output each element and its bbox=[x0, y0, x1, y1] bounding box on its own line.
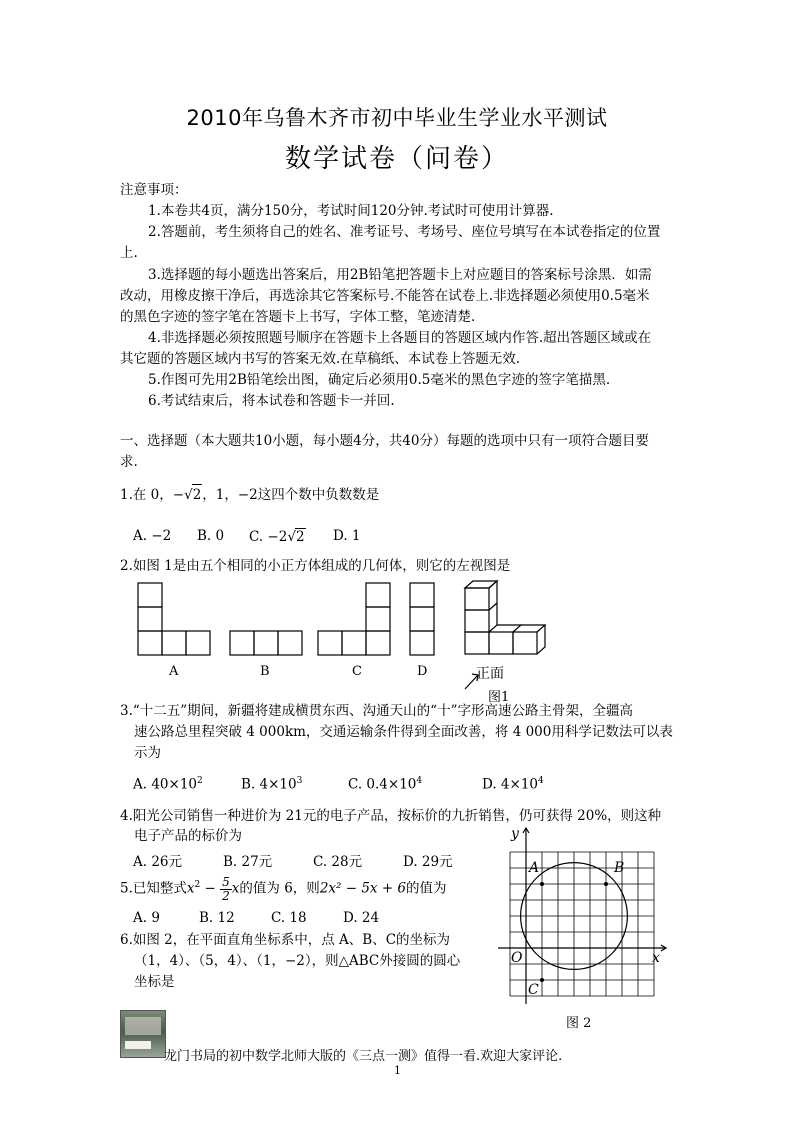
q4-option-a: A. 26元 bbox=[133, 854, 183, 870]
q1-option-a: A. −2 bbox=[133, 528, 172, 544]
front-label: 正面 bbox=[476, 666, 504, 682]
question-1-stem: 1.在 0，−√2，1，−2这四个数中负数数是 bbox=[120, 484, 379, 506]
page-subtitle: 数学试卷（问卷） bbox=[284, 144, 509, 174]
q4-option-b: B. 27元 bbox=[223, 854, 273, 870]
solid-figure bbox=[465, 581, 545, 654]
question-6-line: 坐标是 bbox=[134, 974, 175, 990]
point-a-label: A bbox=[529, 860, 540, 876]
point-a bbox=[540, 882, 544, 886]
notice-item: 2.答题前，考生须将自己的姓名、准考证号、考场号、座位号填写在本试卷指定的位置 bbox=[148, 224, 661, 240]
book-cover-label bbox=[125, 1041, 151, 1049]
page-number: 1 bbox=[394, 1064, 401, 1077]
point-c-label: C bbox=[528, 982, 539, 998]
notice-item: 的黑色字迹的签字笔在答题卡上书写，字体工整，笔迹清楚. bbox=[120, 309, 476, 325]
label-c: C bbox=[352, 664, 362, 679]
question-4-line: 电子产品的标价为 bbox=[134, 828, 242, 844]
q3-option-b: B. $4\times 10^3$ bbox=[241, 776, 303, 793]
section-heading-cont: 求. bbox=[120, 454, 138, 470]
x-axis-label: x bbox=[652, 950, 660, 966]
q1-option-b: B. 0 bbox=[197, 528, 225, 544]
notice-item: 改动，用橡皮擦干净后，再选涂其它答案标号.不能答在试卷上.非选择题必须使用0.5毫米 bbox=[120, 288, 650, 304]
q5-option-c: C. 18 bbox=[271, 910, 307, 926]
page-title: 2010年乌鲁木齐市初中毕业生学业水平测试 bbox=[186, 106, 608, 130]
question-6-line: （1，4）、（5，4）、（1，−2），则△ABC外接圆的圆心 bbox=[134, 953, 461, 969]
view-a bbox=[138, 583, 210, 655]
q1-option-c: C. −2√2 bbox=[249, 529, 305, 545]
fraction: $\frac{5}{2}$ bbox=[222, 874, 230, 903]
q3-option-d: D. $4\times 10^4$ bbox=[482, 776, 544, 793]
notice-item: 其它题的答题区域内书写的答案无效.在草稿纸、本试卷上答题无效. bbox=[120, 351, 521, 367]
question-3-line: 示为 bbox=[134, 745, 161, 761]
notice-item: 5.作图可先用2B铅笔绘出图，确定后必须用0.5毫米的黑色字迹的签字笔描黑. bbox=[148, 372, 611, 388]
view-d bbox=[410, 583, 434, 655]
notice-heading: 注意事项： bbox=[120, 182, 188, 198]
label-b: B bbox=[260, 664, 270, 679]
view-b bbox=[230, 631, 302, 655]
point-b bbox=[604, 882, 608, 886]
figure-2-coordinate-plane bbox=[498, 822, 678, 1014]
q5-option-a: A. 9 bbox=[133, 910, 160, 926]
question-5-stem: 5.已知整式$x^2$ − $\frac{5}{2}$ x的值为 6，则2x² − 5x + 6的值为 bbox=[120, 874, 447, 903]
question-6-line: 6.如图 2，在平面直角坐标系中，点 A、B、C的坐标为 bbox=[120, 932, 451, 948]
notice-item: 上. bbox=[120, 245, 138, 261]
notice-item: 4.非选择题必须按照题号顺序在答题卡上各题目的答题区域内作答.超出答题区域或在 bbox=[148, 330, 652, 346]
notice-item: 6.考试结束后，将本试卷和答题卡一并回. bbox=[148, 393, 395, 409]
q1-option-d: D. 1 bbox=[333, 528, 361, 544]
figure-2-caption: 图 2 bbox=[566, 1016, 592, 1031]
q5-option-b: B. 12 bbox=[199, 910, 235, 926]
footer-ad: 龙门书局的初中数学北师大版的《三点一测》值得一看.欢迎大家评论. bbox=[164, 1049, 563, 1064]
question-4-line: 4.阳光公司销售一种进价为 21元的电子产品，按标价的九折销售，仍可获得 20%，则这种 bbox=[120, 808, 662, 824]
notice-item: 1.本卷共4页，满分150分，考试时间120分钟.考试时可使用计算器. bbox=[148, 203, 554, 219]
q4-option-c: C. 28元 bbox=[313, 854, 363, 870]
q4-option-d: D. 29元 bbox=[403, 854, 453, 870]
q3-option-a: A. $40\times 10^2$ bbox=[133, 776, 203, 793]
point-b-label: B bbox=[614, 860, 625, 876]
view-c bbox=[318, 583, 390, 655]
q5-option-d: D. 24 bbox=[343, 910, 380, 926]
point-c bbox=[540, 978, 544, 982]
figure-1-caption: 图1 bbox=[488, 690, 510, 705]
y-axis-label: y bbox=[511, 826, 519, 842]
book-cover-detail bbox=[125, 1017, 161, 1035]
figure-1-views bbox=[120, 578, 560, 703]
label-d: D bbox=[417, 664, 428, 679]
notice-item: 3.选择题的每小题选出答案后，用2B铅笔把答题卡上对应题目的答案标号涂黑．如需 bbox=[148, 267, 652, 283]
question-2-stem: 2.如图 1是由五个相同的小正方体组成的几何体，则它的左视图是 bbox=[120, 558, 511, 574]
q3-option-c: C. $0.4\times 10^4$ bbox=[348, 776, 423, 793]
label-a: A bbox=[169, 664, 179, 679]
origin-label: O bbox=[511, 950, 523, 966]
book-cover-image bbox=[120, 1010, 166, 1058]
question-3-line: 速公路总里程突破 4 000km，交通运输条件得到全面改善，将 4 000用科学记数法可以表 bbox=[134, 724, 673, 740]
question-3-line: 3.“十二五”期间，新疆将建成横贯东西、沟通天山的“十”字形高速公路主骨架，全疆高 bbox=[120, 703, 633, 719]
section-heading: 一、选择题（本大题共10小题，每小题4分，共40分）每题的选项中只有一项符合题目要 bbox=[120, 433, 649, 449]
